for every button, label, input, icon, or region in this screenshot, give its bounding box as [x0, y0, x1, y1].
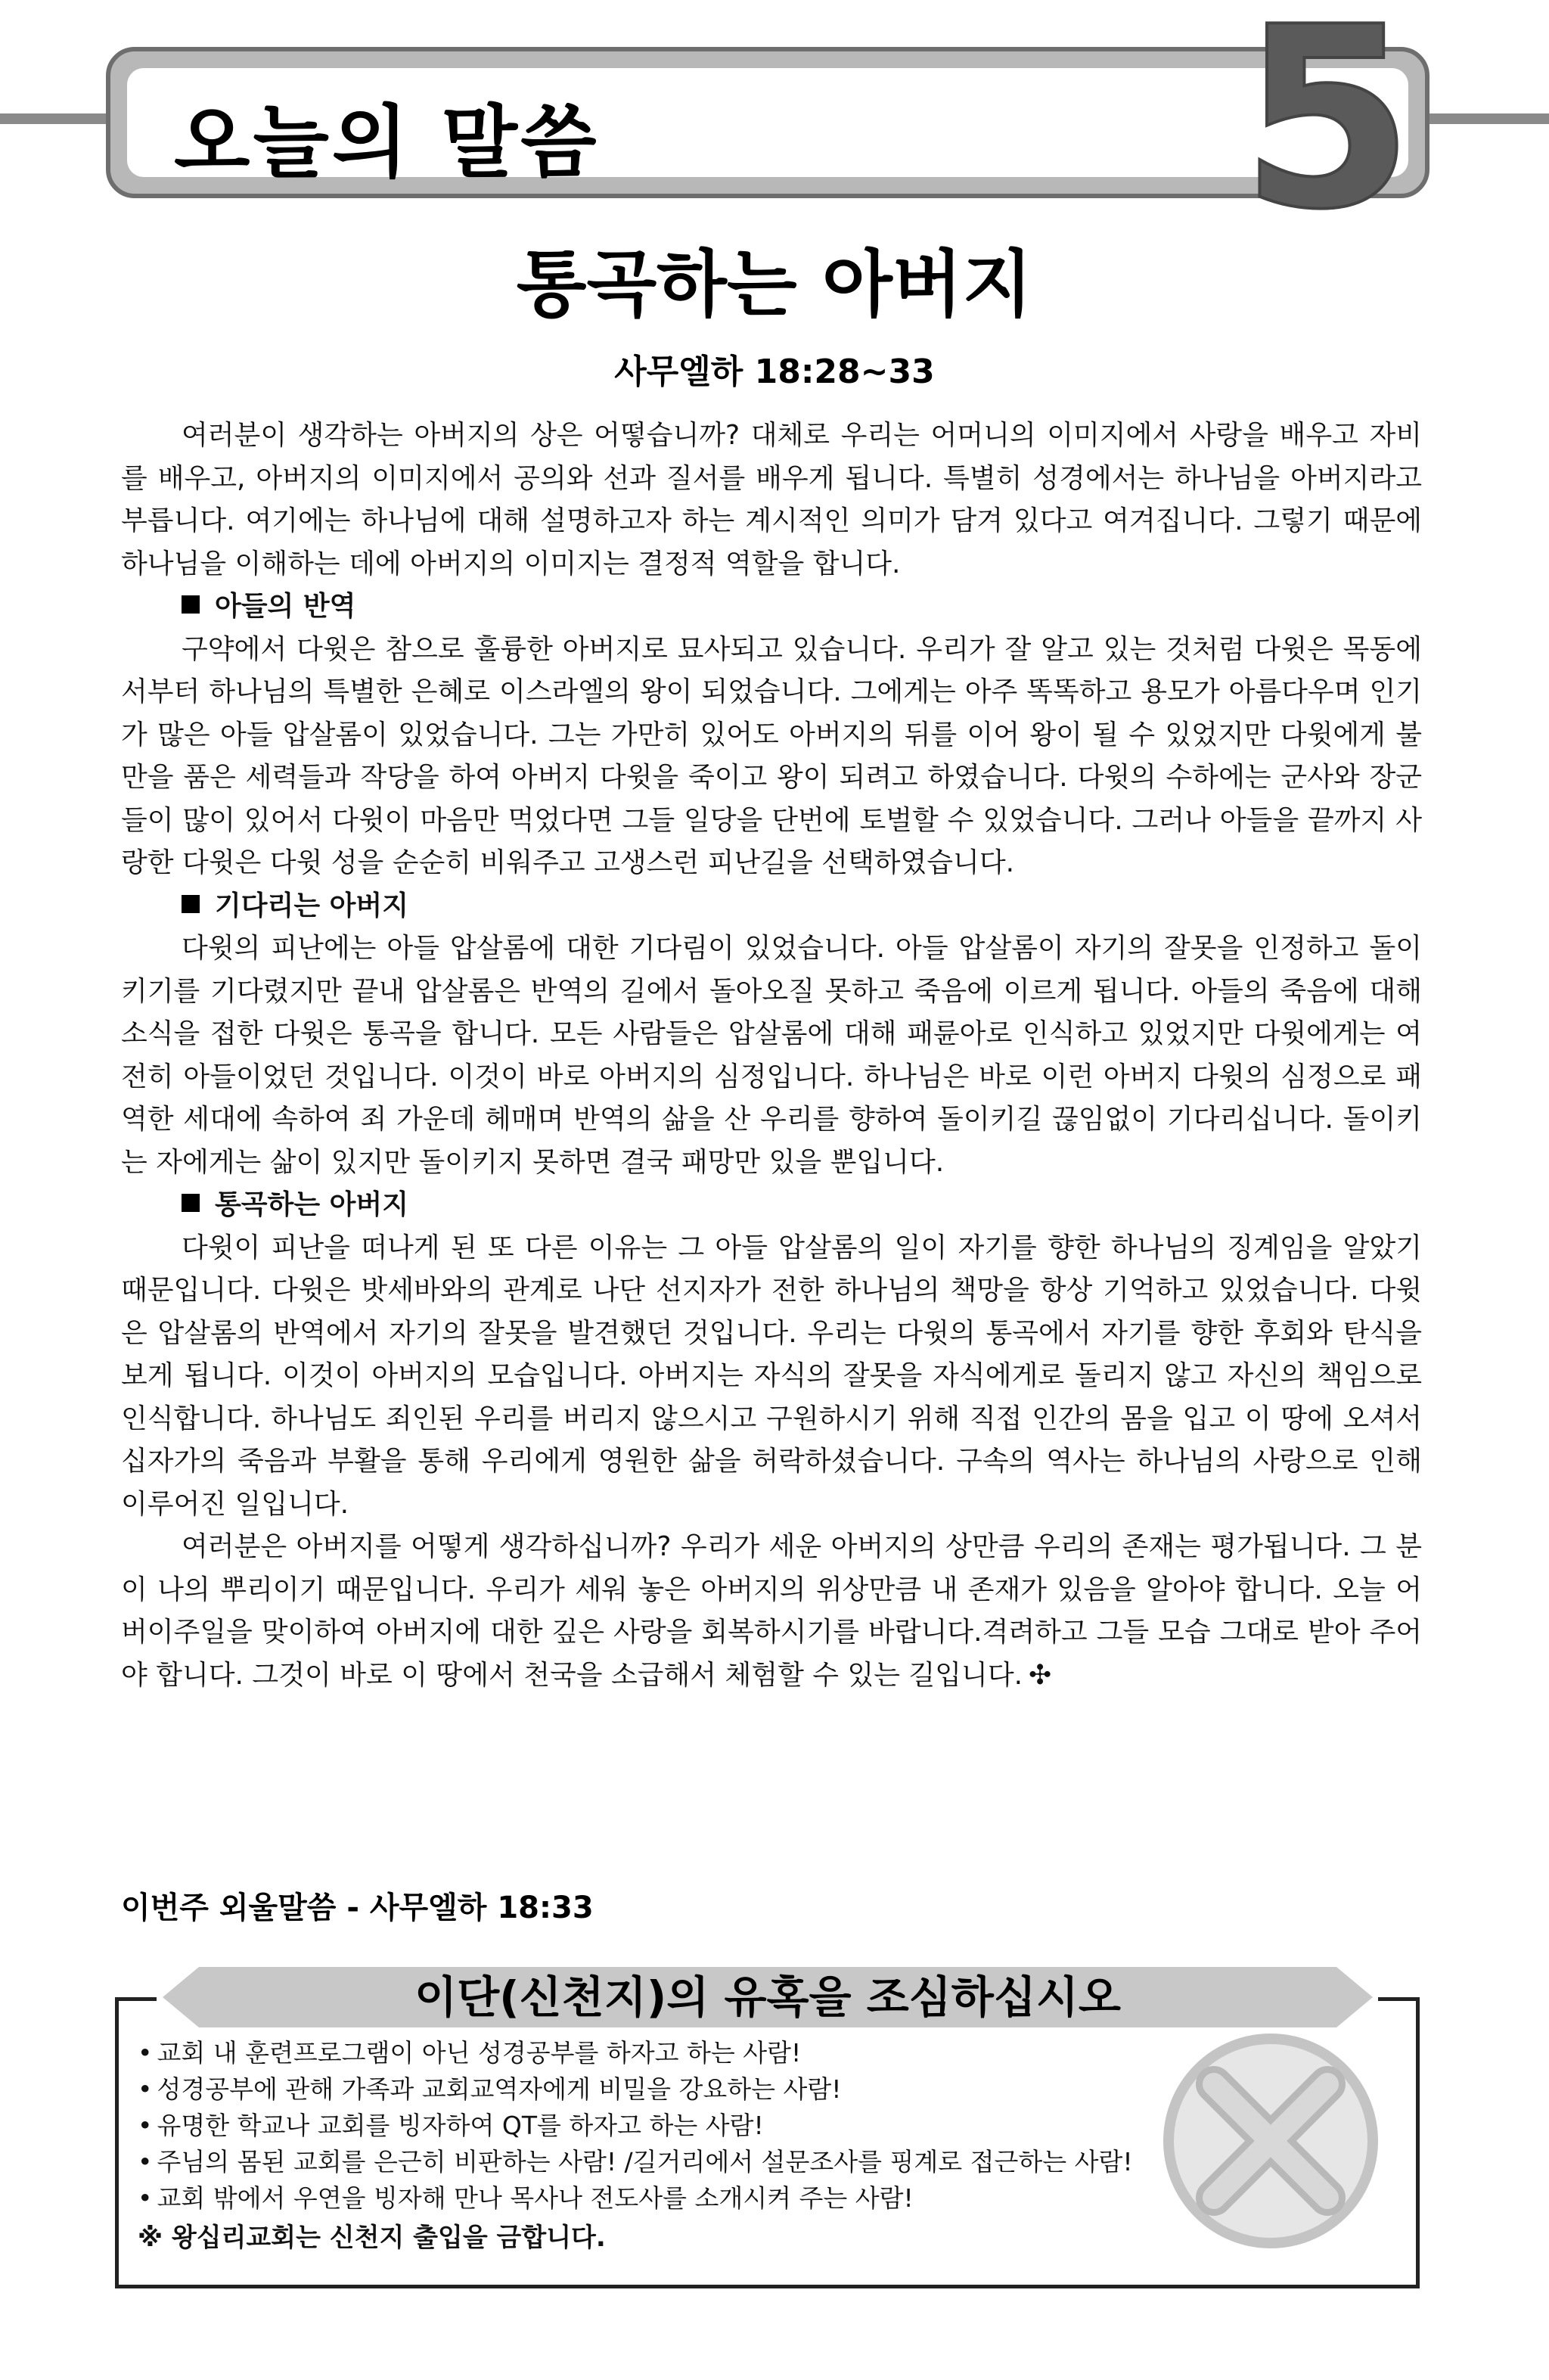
warning-item: • 유명한 학교나 교회를 빙자하여 QT를 하자고 하는 사람! [138, 2108, 1393, 2144]
section-paragraph: 구약에서 다윗은 참으로 훌륭한 아버지로 묘사되고 있습니다. 우리가 잘 알고 있는 것처럼 다윗은 목동에서부터 하나님의 특별한 은혜로 이스라엘의 왕이 되었습니다. 그에게는 아주 똑똑하고 용모가 아름다우며 인기가 많은 아들 압살롬이 있었습니다. 그는 가만히 있어도 아버지의 뒤를 이어 왕이 될 수 있었지만 다윗에게 불만을 품은 세력들과 작당을 하여 아버지 다윗을 죽이고 왕이 되려고 하였습니다. 다윗의 수하에는 군사와 장군들이 많이 있어서 다윗이 마음만 먹었다면 그들 일당을 단번에 토벌할 수 있었습니다. 그러나 아들을 끝까지 사랑한 다윗은 다윗 성을 순순히 비워주고 고생스런 피난길을 선택하였습니다. [121, 633, 1422, 878]
sermon-body [121, 415, 1422, 1697]
square-bullet-icon [182, 1194, 200, 1212]
end-mark-icon: ✣ [1029, 1659, 1052, 1691]
warning-item: • 주님의 몸된 교회를 은근히 비판하는 사람! /길거리에서 설문조사를 핑계로 접근하는 사람! [138, 2144, 1393, 2180]
section-heading [121, 1184, 1422, 1227]
section-title: 오늘의 말씀 [174, 96, 600, 188]
header-banner [106, 47, 1429, 198]
closing-paragraph [121, 1526, 1422, 1697]
warning-box-top-right-rule [1378, 1997, 1420, 2001]
scripture-reference: 사무엘하 18:28~33 [614, 353, 935, 391]
section-heading-text: 기다리는 아버지 [215, 890, 408, 921]
square-bullet-icon [182, 895, 200, 913]
warning-list [138, 2035, 1393, 2217]
warning-title: 이단(신천지)의 유혹을 조심하십시오 [414, 1971, 1121, 2023]
section-heading [121, 586, 1422, 629]
section-heading-text: 통곡하는 아버지 [215, 1189, 408, 1220]
square-bullet-icon [182, 595, 200, 614]
warning-item: • 교회 내 훈련프로그램이 아닌 성경공부를 하자고 하는 사람! [138, 2035, 1393, 2071]
sermon-title: 통곡하는 아버지 [516, 242, 1033, 327]
warning-note: ※ 왕십리교회는 신천지 출입을 금합니다. [138, 2223, 606, 2253]
closing-text: 여러분은 아버지를 어떻게 생각하십니까? 우리가 세운 아버지의 상만큼 우리의 존재는 평가됩니다. 그 분이 나의 뿌리이기 때문입니다. 우리가 세워 놓은 아버지의 위상만큼 내 존재가 있음을 알아야 합니다. 오늘 어버이주일을 맞이하여 아버지에 대한 깊은 사랑을 회복하시기를 바랍니다.격려하고 그들 모습 그대로 받아 주어야 합니다. 그것이 바로 이 땅에서 천국을 소급해서 체험할 수 있는 길입니다. [121, 1531, 1422, 1691]
header-banner-inner [127, 68, 1408, 188]
warning-box-top-left-rule [115, 1997, 157, 2001]
warning-item: • 교회 밖에서 우연을 빙자해 만나 목사나 전도사를 소개시켜 주는 사람! [138, 2180, 1393, 2217]
section-paragraph: 다윗이 피난을 떠나게 된 또 다른 이유는 그 아들 압살롬의 일이 자기를 향한 하나님의 징계임을 알았기 때문입니다. 다윗은 밧세바와의 관계로 나단 선지자가 전한 하나님의 책망을 항상 기억하고 있었습니다. 다윗은 압살롬의 반역에서 자기의 잘못을 발견했던 것입니다. 우리는 다윗의 통곡에서 자기를 향한 후회와 탄식을 보게 됩니다. 이것이 아버지의 모습입니다. 아버지는 자식의 잘못을 자식에게로 돌리지 않고 자신의 책임으로 인식합니다. 하나님도 죄인된 우리를 버리지 않으시고 구원하시기 위해 직접 인간의 몸을 입고 이 땅에 오셔서 십자가의 죽음과 부활을 통해 우리에게 영원한 삶을 허락하셨습니다. 구속의 역사는 하나님의 사랑으로 인해 이루어진 일입니다. [121, 1232, 1422, 1520]
intro-paragraph: 여러분이 생각하는 아버지의 상은 어떻습니까? 대체로 우리는 어머니의 이미지에서 사랑을 배우고 자비를 배우고, 아버지의 이미지에서 공의와 선과 질서를 배우게 됩니다. 특별히 성경에서는 하나님을 아버지라고 부릅니다. 여기에는 하나님에 대해 설명하고자 하는 계시적인 의미가 담겨 있다고 여겨집니다. 그렇기 때문에 하나님을 이해하는 데에 아버지의 이미지는 결정적 역할을 합니다. [121, 420, 1422, 579]
memory-verse: 이번주 외울말씀 - 사무엘하 18:33 [121, 1891, 594, 1925]
section-heading [121, 885, 1422, 928]
warning-item: • 성경공부에 관해 가족과 교회교역자에게 비밀을 강요하는 사람! [138, 2071, 1393, 2108]
section-paragraph: 다윗의 피난에는 아들 압살롬에 대한 기다림이 있었습니다. 아들 압살롬이 자기의 잘못을 인정하고 돌이키기를 기다렸지만 끝내 압살롬은 반역의 길에서 돌아오질 못하고 죽음에 이르게 됩니다. 아들의 죽음에 대해 소식을 접한 다윗은 통곡을 합니다. 모든 사람들은 압살롬에 대해 패륜아로 인식하고 있었지만 다윗에게는 여전히 아들이었던 것입니다. 이것이 바로 아버지의 심정입니다. 하나님은 바로 이런 아버지 다윗의 심정으로 패역한 세대에 속하여 죄 가운데 헤매며 반역의 삶을 산 우리를 향하여 돌이키길 끊임없이 기다리십니다. 돌이키는 자에게는 삶이 있지만 돌이키지 못하면 결국 패망만 있을 뿐입니다. [121, 933, 1422, 1178]
section-heading-text: 아들의 반역 [215, 591, 356, 622]
page-number: 5 [1240, 0, 1414, 264]
